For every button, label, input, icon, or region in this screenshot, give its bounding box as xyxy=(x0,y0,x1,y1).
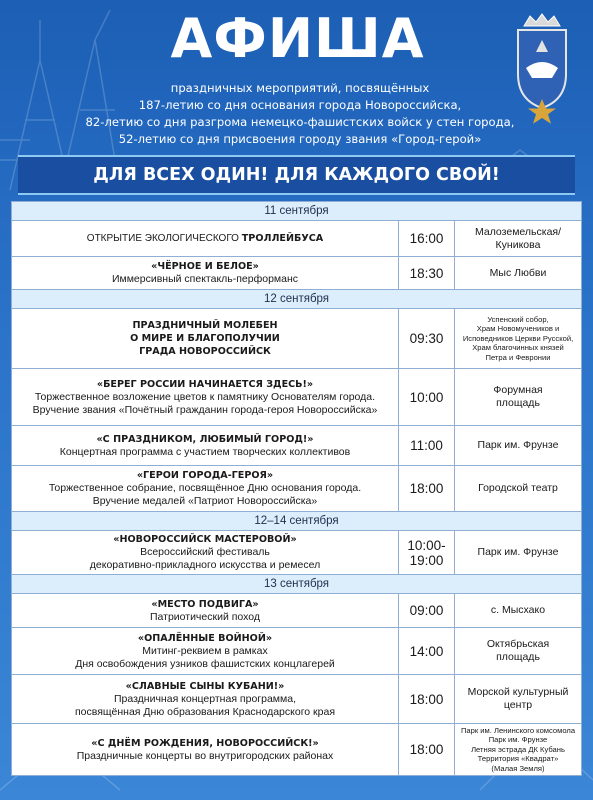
event-row xyxy=(12,466,582,512)
event-detail-line: Торжественное собрание, посвящённое Дню основания города. xyxy=(48,482,362,494)
event-title xyxy=(16,319,394,358)
event-time-line: 18:00 xyxy=(409,691,444,707)
date-row xyxy=(12,512,582,531)
subtitle-line: праздничных мероприятий, посвящённых xyxy=(170,81,430,95)
event-time xyxy=(399,257,455,290)
event-description xyxy=(12,426,399,466)
event-detail-line: посвящённая Дню образования Краснодарского края xyxy=(74,705,336,718)
event-time-line: 09:00 xyxy=(409,603,444,618)
city-coat-of-arms-icon xyxy=(512,12,572,132)
event-description xyxy=(12,724,399,776)
event-place-line: (Малая Земля) xyxy=(491,763,545,773)
event-title-line: «БЕРЕГ РОССИИ НАЧИНАЕТСЯ ЗДЕСЬ!» xyxy=(96,378,314,390)
date-row xyxy=(12,290,582,309)
slogan-banner: ДЛЯ ВСЕХ ОДИН! ДЛЯ КАЖДОГО СВОЙ! xyxy=(18,155,575,195)
event-detail-line: Торжественное возложение цветов к памятнику Основателям города. xyxy=(34,390,376,403)
event-title-line: ПРАЗДНИЧНЫЙ МОЛЕБЕН xyxy=(132,320,278,331)
event-time-line: 14:00 xyxy=(409,643,444,659)
event-title-line: «СЛАВНЫЕ СЫНЫ КУБАНИ!» xyxy=(125,680,285,692)
event-title-line: «НОВОРОССИЙСК МАСТЕРОВОЙ» xyxy=(113,534,297,545)
event-place-line: центр xyxy=(503,699,533,711)
event-place-line: Парк им. Фрунзе xyxy=(488,735,548,745)
event-place-line: Петра и Февронии xyxy=(485,352,551,362)
page-header xyxy=(0,0,593,200)
event-detail-line: Вручение звания «Почётный гражданин города-героя Новороссийска» xyxy=(32,403,378,416)
event-row xyxy=(12,594,582,628)
event-title-line: «МЕСТО ПОДВИГА» xyxy=(151,598,259,610)
event-title-line: «ЧЁРНОЕ И БЕЛОЕ» xyxy=(151,261,259,272)
event-time xyxy=(399,594,455,628)
event-row xyxy=(12,426,582,466)
event-row xyxy=(12,675,582,724)
event-place xyxy=(455,426,582,466)
event-place-line: Мыс Любви xyxy=(489,266,547,279)
event-time xyxy=(399,675,455,724)
event-place-line: Форумная xyxy=(493,384,543,396)
event-title xyxy=(16,737,394,750)
event-detail-line: Праздничная концертная программа, xyxy=(113,692,296,705)
event-description xyxy=(12,675,399,724)
event-title-line: «ГЕРОИ ГОРОДА-ГЕРОЯ» xyxy=(136,470,274,481)
event-title xyxy=(16,469,394,482)
date-cell: 12–14 сентября xyxy=(12,512,582,531)
event-row xyxy=(12,369,582,426)
subtitle-line: 187-летию со дня основания города Новороссийска, xyxy=(138,98,462,112)
event-description xyxy=(12,369,399,426)
event-place xyxy=(455,309,582,369)
event-place xyxy=(455,221,582,257)
event-title xyxy=(16,433,394,446)
event-time-line: 10:00 xyxy=(409,389,444,405)
event-detail-line: Иммерсивный спектакль-перформанс xyxy=(111,273,299,285)
event-detail-line: Концертная программа с участием творческих коллективов xyxy=(59,445,351,458)
event-time-line: 18:00 xyxy=(409,481,444,496)
event-title-line: «ОПАЛЁННЫЕ ВОЙНОЙ» xyxy=(137,632,273,644)
event-title xyxy=(16,680,394,693)
event-place-line: Летняя эстрада ДК Кубань xyxy=(471,744,565,754)
event-time-line: 18:00 xyxy=(409,742,444,758)
event-place-line: Храм Новомучеников и xyxy=(476,324,560,334)
event-place xyxy=(455,531,582,575)
event-place xyxy=(455,675,582,724)
event-time xyxy=(399,369,455,426)
event-place-line: Морской культурный xyxy=(467,686,569,698)
event-title xyxy=(16,533,394,546)
page-title: АФИША xyxy=(170,7,425,70)
event-row xyxy=(12,309,582,369)
event-title-line: «С ПРАЗДНИКОМ, ЛЮБИМЫЙ ГОРОД!» xyxy=(96,433,314,445)
event-place-line: Храм благочинных князей xyxy=(472,343,564,353)
event-detail-line: Патриотический поход xyxy=(149,610,261,623)
event-time xyxy=(399,724,455,776)
event-title-line: О МИРЕ И БЛАГОПОЛУЧИИ xyxy=(130,333,280,344)
event-place-line: Парк им. Фрунзе xyxy=(477,439,559,451)
event-row xyxy=(12,221,582,257)
event-place xyxy=(455,257,582,290)
date-row xyxy=(12,575,582,594)
event-title-prefix: ОТКРЫТИЕ ЭКОЛОГИЧЕСКОГО xyxy=(86,233,242,244)
event-time-line: 09:30 xyxy=(409,331,444,346)
event-detail-line: Митинг-реквием в рамках xyxy=(142,644,268,657)
event-place-line: Территория «Квадрат» xyxy=(477,754,559,764)
event-time xyxy=(399,531,455,575)
event-detail-line: Всероссийский фестиваль xyxy=(140,546,270,558)
event-time xyxy=(399,466,455,512)
event-description xyxy=(12,221,399,257)
event-title xyxy=(16,260,394,273)
event-place xyxy=(455,369,582,426)
event-place xyxy=(455,628,582,675)
event-time xyxy=(399,628,455,675)
subtitle-line: 52-летию со дня присвоения городу звания «Город-герой» xyxy=(118,132,482,146)
event-place-line: площадь xyxy=(496,397,540,409)
event-time xyxy=(399,309,455,369)
event-place-line: Куникова xyxy=(495,238,541,251)
event-time xyxy=(399,221,455,257)
event-time-line: 10:00- xyxy=(407,537,446,553)
event-detail-line: Вручение медалей «Патриот Новороссийска» xyxy=(92,495,318,507)
date-cell: 13 сентября xyxy=(12,575,582,594)
subtitle-line: 82-летию со дня разгрома немецко-фашистских войск у стен города, xyxy=(85,115,515,129)
event-row xyxy=(12,531,582,575)
event-place-line: Малоземельская/ xyxy=(474,225,562,238)
event-time-line: 18:30 xyxy=(409,265,444,281)
date-cell: 12 сентября xyxy=(12,290,582,309)
event-row xyxy=(12,628,582,675)
event-time-line: 19:00 xyxy=(409,552,444,568)
event-description xyxy=(12,628,399,675)
event-place xyxy=(455,724,582,776)
event-title-line: ГРАДА НОВОРОССИЙСК xyxy=(139,346,271,357)
event-description xyxy=(12,531,399,575)
event-detail-line: Праздничные концерты во внутригородских районах xyxy=(76,749,334,762)
event-place-line: Парк им. Фрунзе xyxy=(477,546,559,558)
event-detail-line: декоративно-прикладного искусства и ремесел xyxy=(89,559,321,571)
event-title xyxy=(16,632,394,645)
event-title-name: ТРОЛЛЕЙБУСА xyxy=(241,233,324,244)
event-detail-line: Дня освобождения узников фашистских концлагерей xyxy=(75,657,335,670)
event-place-line: Парк им. Ленинского комсомола xyxy=(460,726,576,735)
event-time-line: 16:00 xyxy=(409,231,444,246)
event-place-line: с. Мысхако xyxy=(490,604,546,616)
date-row xyxy=(12,202,582,221)
subtitle xyxy=(40,80,560,148)
event-title xyxy=(16,598,394,611)
event-description xyxy=(12,309,399,369)
event-time-line: 11:00 xyxy=(410,438,443,453)
event-place-line: Городской театр xyxy=(478,482,558,494)
event-place-line: Октябрьская xyxy=(486,638,550,650)
event-row xyxy=(12,724,582,776)
event-description xyxy=(12,594,399,628)
schedule-table xyxy=(11,201,582,776)
event-place-line: Успенский собор, xyxy=(487,314,549,324)
event-place xyxy=(455,594,582,628)
event-title xyxy=(16,378,394,391)
event-row xyxy=(12,257,582,290)
event-description xyxy=(12,257,399,290)
date-cell: 11 сентября xyxy=(12,202,582,221)
event-title-line: «С ДНЁМ РОЖДЕНИЯ, НОВОРОССИЙСК!» xyxy=(91,737,319,749)
event-time xyxy=(399,426,455,466)
event-description xyxy=(12,466,399,512)
event-place xyxy=(455,466,582,512)
event-title xyxy=(16,232,394,245)
event-place-line: Исповедников Церкви Русской, xyxy=(462,333,574,343)
event-place-line: площадь xyxy=(496,651,540,663)
